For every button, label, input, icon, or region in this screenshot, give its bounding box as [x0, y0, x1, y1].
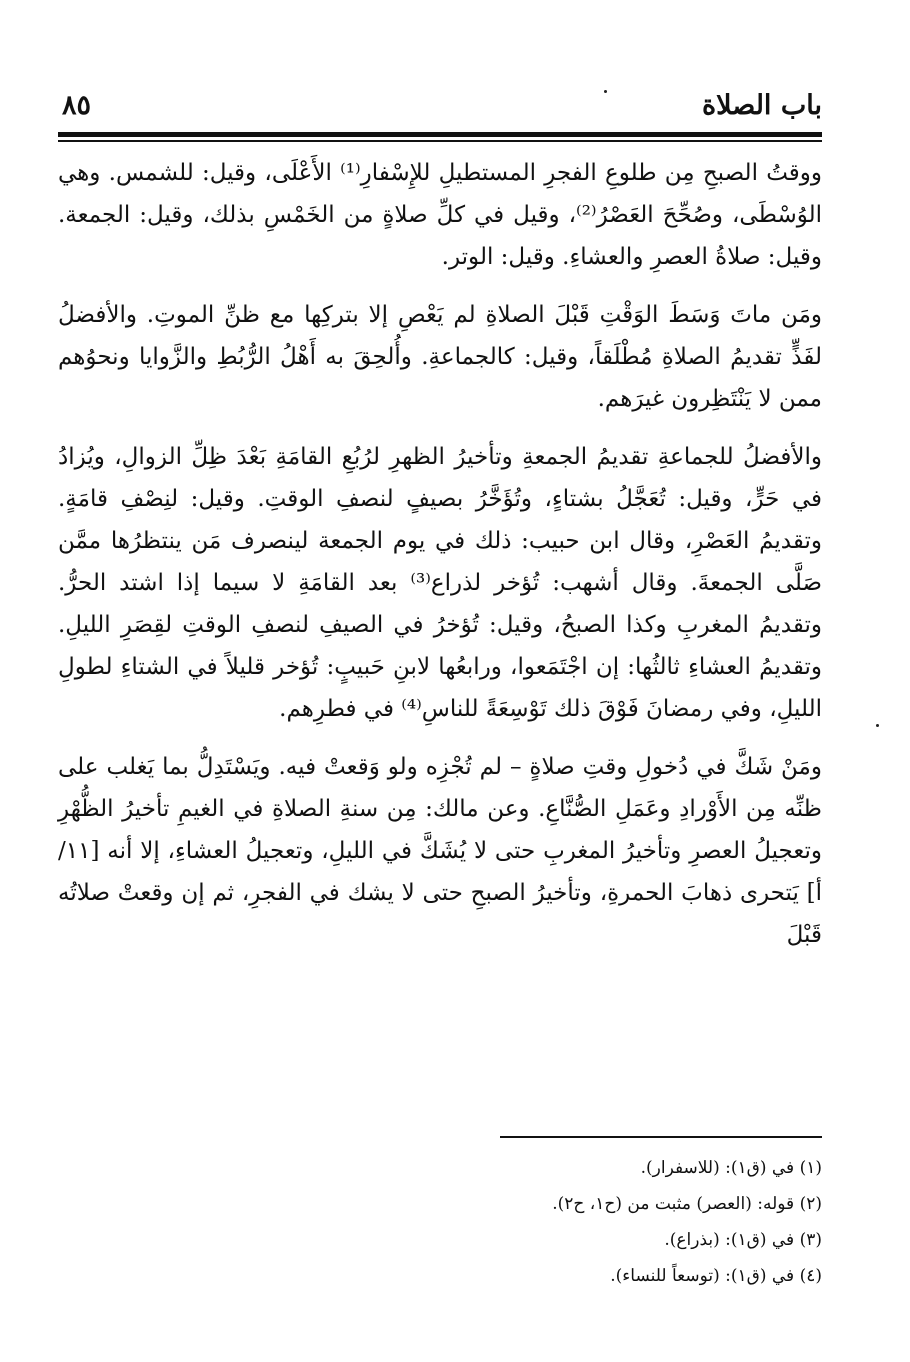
header-rule-thin: [58, 140, 822, 142]
header-rule-thick: [58, 132, 822, 137]
main-text: [58, 152, 822, 972]
page-number: ٨٥: [62, 90, 92, 121]
footnote-separator: [500, 1136, 822, 1138]
paragraph: ومَنْ شَكَّ في دُخولِ وقتِ صلاةٍ – لم تُجْزِه ولو وَقعتْ فيه. ويَسْتَدِلُّ بما يَغلب على ظنِّه مِن الأَوْرادِ وعَمَلِ الصُّنَّاعِ. وعن مالك: مِن سنةِ الصلاةِ في الغيمِ تأخيرُ الظُّهْرِ وتعجيلُ العصرِ وتأخيرُ المغربِ حتى لا يُشَكَّ في الليلِ، وتعجيلُ العشاءِ، إلا أنه [١١/أ] يَتحرى ذهابَ الحمرةِ، وتأخيرُ الصبحِ حتى لا يشك في الفجرِ، ثم إن وقعتْ صلاتُه قَبْلَ: [58, 754, 822, 948]
paragraph: ومَن ماتَ وَسَطَ الوَقْتِ قَبْلَ الصلاةِ لم يَعْصِ إلا بتركِها مع ظنِّ الموتِ. والأفضلُ لفَذٍّ تقديمُ الصلاةِ مُطْلَقاً، وقيل: كالجماعةِ. وأُلحِقَ به أَهْلُ الرُّبُطِ والزَّوايا ونحوُهم ممن لا يَنْتَظِرون غيرَهم.: [58, 302, 822, 412]
running-header: [58, 82, 822, 130]
scan-speck: [604, 90, 607, 93]
paragraph: ووقتُ الصبحِ مِن طلوعِ الفجرِ المستطيلِ للإِسْفارِ⁽¹⁾ الأَعْلَى، وقيل: للشمس. وهي الوُسْطَى، وصُحِّحَ العَصْرُ⁽²⁾، وقيل في كلِّ صلاةٍ من الخَمْسِ بذلك، وقيل: الجمعة. وقيل: صلاةُ العصرِ والعشاءِ. وقيل: الوتر.: [58, 160, 823, 270]
paragraph: والأفضلُ للجماعةِ تقديمُ الجمعةِ وتأخيرُ الظهرِ لرُبُعِ القامَةِ بَعْدَ ظِلِّ الزوالِ، ويُزادُ في حَرٍّ، وقيل: تُعَجَّلُ بشتاءٍ، وتُؤَخَّرُ بصيفٍ لنصفِ الوقتِ. وقيل: لنِصْفِ قامَةٍ. وتقديمُ العَصْرِ، وقال ابن حبيب: ذلك في يوم الجمعة لينصرف مَن ينتظرُها ممَّن صَلَّى الجمعةَ. وقال أشهب: تُؤخر لذراع⁽³⁾ بعد القامَةِ لا سيما إذا اشتد الحرُّ. وتقديمُ المغربِ وكذا الصبحُ، وقيل: تُؤخرُ في الصيفِ لنصفِ الوقتِ لقِصَرِ الليلِ. وتقديمُ العشاءِ ثالثُها: إن اجْتَمَعوا، ورابعُها لابنِ حَبيبٍ: تُؤخر قليلاً في الشتاءِ لطولِ الليلِ، وفي رمضانَ فَوْقَ ذلك تَوْسِعَةً للناسِ⁽⁴⁾ في فطرِهم.: [58, 444, 822, 722]
footnote: (١) في (ق١): (للاسفرار).: [640, 1158, 822, 1178]
footnote: (٣) في (ق١): (بذراع).: [664, 1230, 822, 1250]
footnote: (٢) قوله: (العصر) مثبت من (ح١، ح٢).: [552, 1194, 822, 1214]
scan-speck: [876, 724, 879, 727]
chapter-title: باب الصلاة: [702, 90, 822, 121]
footnote: (٤) في (ق١): (توسعاً للنساء).: [610, 1266, 822, 1286]
footnotes: [222, 1150, 822, 1294]
